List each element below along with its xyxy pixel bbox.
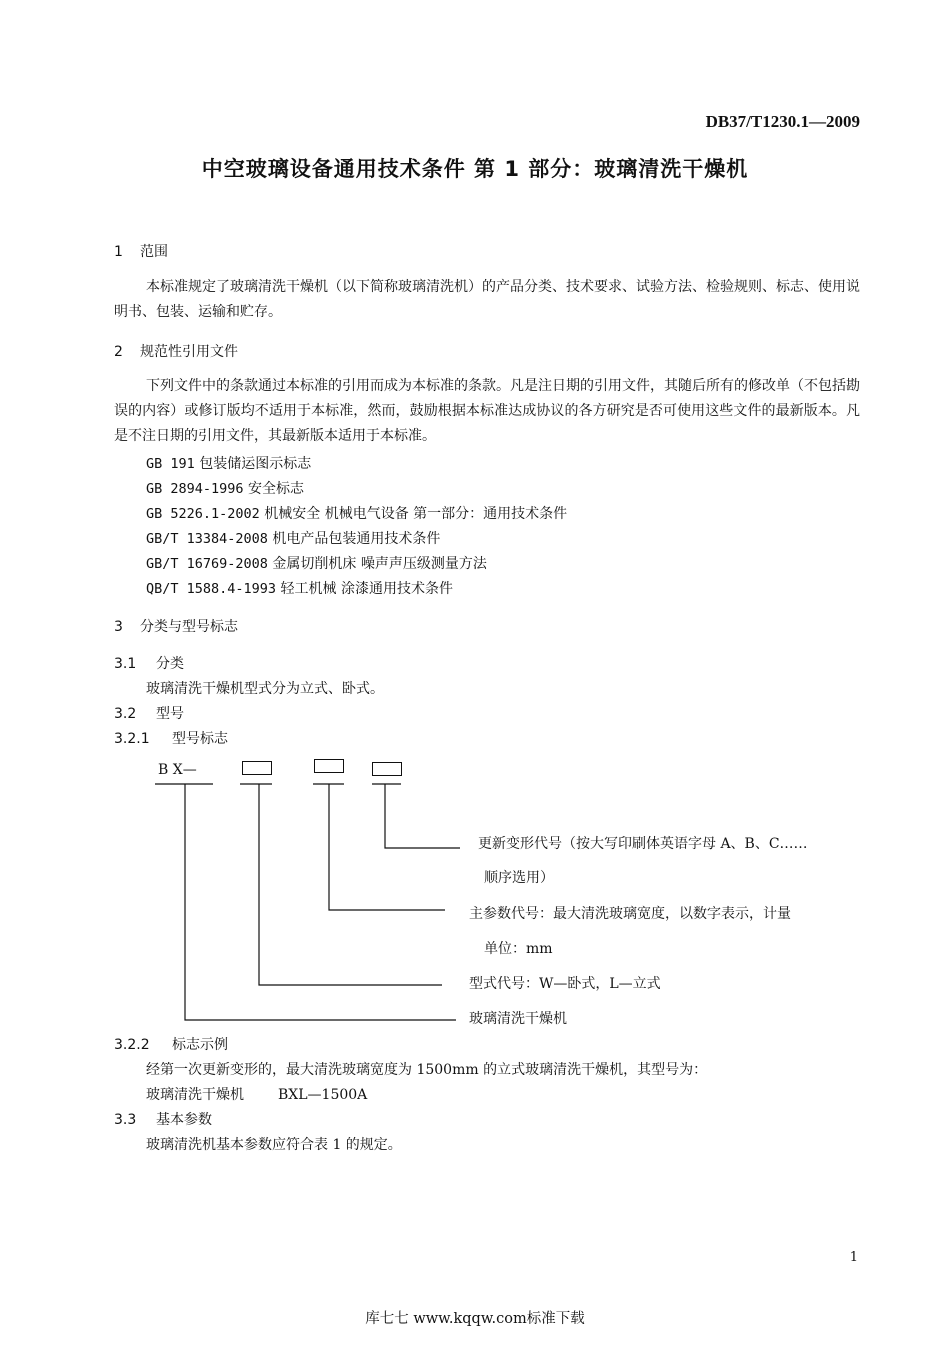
reference-item: QB/T 1588.4-1993 轻工机械 涂漆通用技术条件 bbox=[146, 581, 453, 597]
section-title: 分类与型号标志 bbox=[140, 619, 238, 635]
reference-item: GB 191 包装储运图示标志 bbox=[146, 456, 312, 472]
section-number: 3.2 bbox=[114, 706, 137, 722]
section-number: 3.1 bbox=[114, 656, 137, 672]
section-title: 型号标志 bbox=[172, 731, 228, 747]
section-title: 基本参数 bbox=[156, 1112, 212, 1128]
label-parameter-code: 主参数代号：最大清洗玻璃宽度，以数字表示，计量 bbox=[469, 906, 791, 922]
section-title: 分类 bbox=[156, 656, 184, 672]
section-title: 范围 bbox=[140, 244, 168, 260]
section-title: 标志示例 bbox=[172, 1037, 228, 1053]
section-number: 3 bbox=[114, 619, 123, 635]
reference-item: GB 5226.1-2002 机械安全 机械电气设备 第一部分：通用技术条件 bbox=[146, 506, 568, 522]
section-number: 2 bbox=[114, 344, 123, 360]
section-3-3-heading bbox=[114, 1109, 212, 1129]
section-number: 1 bbox=[114, 244, 123, 260]
reference-item: GB/T 13384-2008 机电产品包装通用技术条件 bbox=[146, 531, 441, 547]
reference-item: GB 2894-1996 安全标志 bbox=[146, 481, 304, 497]
section-number: 3.2.1 bbox=[114, 731, 150, 747]
section-3-2-2-paragraph: 经第一次更新变形的，最大清洗玻璃宽度为 1500mm 的立式玻璃清洗干燥机，其型号为： bbox=[146, 1062, 708, 1078]
label-parameter-code-cont: 单位：mm bbox=[484, 941, 553, 957]
section-3-2-2-heading bbox=[114, 1034, 228, 1054]
example-model: BXL—1500A bbox=[278, 1087, 368, 1103]
section-3-1-paragraph: 玻璃清洗干燥机型式分为立式、卧式。 bbox=[146, 681, 384, 697]
section-2-paragraph: 下列文件中的条款通过本标准的引用而成为本标准的条款。凡是注日期的引用文件，其随后所有的修改单（不包括勘误的内容）或修订版均不适用于本标准，然而，鼓励根据本标准达成协议的各方研究是否可使用这些文件的最新版本。凡是不注日期的引用文件，其最新版本适用于本标准。 bbox=[114, 378, 860, 444]
page-number: 1 bbox=[849, 1250, 858, 1265]
section-number: 3.2.2 bbox=[114, 1037, 150, 1053]
document-title: 中空玻璃设备通用技术条件 第 1 部分：玻璃清洗干燥机 bbox=[201, 157, 749, 181]
label-variant-code: 更新变形代号（按大写印刷体英语字母 A、B、C…… bbox=[478, 836, 808, 852]
label-variant-code-cont: 顺序选用） bbox=[484, 870, 554, 886]
section-number: 3.3 bbox=[114, 1112, 137, 1128]
section-title: 规范性引用文件 bbox=[140, 344, 238, 360]
model-prefix: B X— bbox=[158, 762, 197, 778]
label-machine-name: 玻璃清洗干燥机 bbox=[469, 1011, 567, 1027]
section-3-3-paragraph: 玻璃清洗机基本参数应符合表 1 的规定。 bbox=[146, 1137, 402, 1153]
example-name: 玻璃清洗干燥机 bbox=[146, 1087, 244, 1103]
standard-number: DB37/T1230.1—2009 bbox=[705, 112, 860, 131]
reference-item: GB/T 16769-2008 金属切削机床 噪声声压级测量方法 bbox=[146, 556, 487, 572]
label-type-code: 型式代号：W—卧式，L—立式 bbox=[469, 976, 661, 992]
footer-watermark: 库七七 www.kqqw.com标准下载 bbox=[365, 1311, 585, 1327]
section-title: 型号 bbox=[156, 706, 184, 722]
section-3-2-2-example bbox=[146, 1084, 367, 1104]
section-1-paragraph: 本标准规定了玻璃清洗干燥机（以下简称玻璃清洗机）的产品分类、技术要求、试验方法、检验规则、标志、使用说明书、包装、运输和贮存。 bbox=[114, 279, 860, 320]
